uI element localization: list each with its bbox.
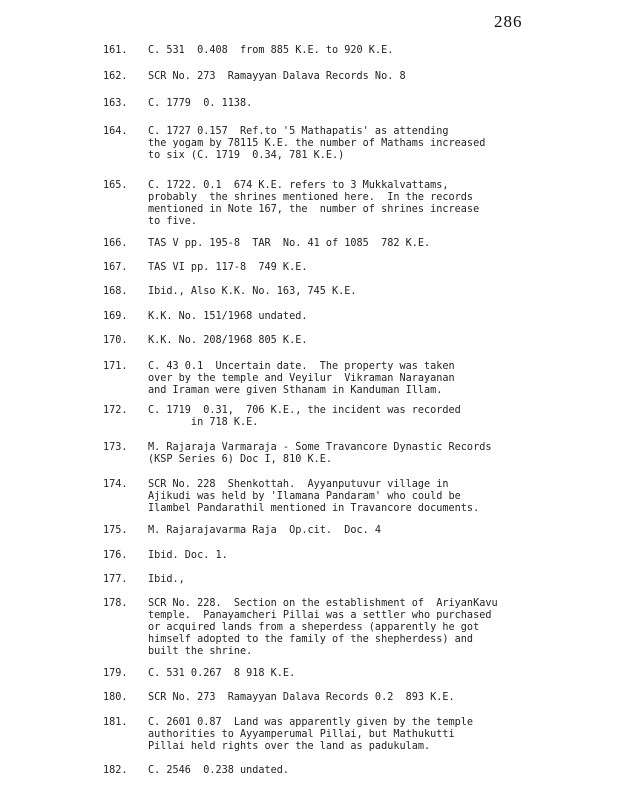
note-number: 175. (103, 525, 128, 536)
page-number: 286 (494, 12, 523, 31)
note-text: temple. Panayamcheri Pillai was a settler who purchased (148, 610, 492, 621)
note-text: K.K. No. 208/1968 805 K.E. (148, 335, 308, 346)
note-text: M. Rajarajavarma Raja Op.cit. Doc. 4 (148, 525, 382, 536)
note-170 (103, 335, 618, 347)
note-text: (KSP Series 6) Doc I, 810 K.E. (148, 454, 333, 465)
note-180 (103, 692, 618, 704)
note-164 (103, 126, 618, 162)
note-text: C. 43 0.1 Uncertain date. The property was taken (148, 361, 455, 372)
note-text: authorities to Ayyamperumal Pillai, but Mathukutti (148, 729, 455, 740)
note-text: in 718 K.E. (148, 417, 259, 428)
note-text: C. 2546 0.238 undated. (148, 765, 290, 776)
note-text: to six (C. 1719 0.34, 781 K.E.) (148, 150, 345, 161)
note-text: C. 1719 0.31, 706 K.E., the incident was recorded (148, 405, 461, 416)
note-161 (103, 45, 618, 57)
note-171 (103, 361, 618, 397)
note-167 (103, 262, 618, 274)
note-169 (103, 311, 618, 323)
note-number: 178. (103, 598, 128, 609)
note-text: M. Rajaraja Varmaraja - Some Travancore Dynastic Records (148, 442, 492, 453)
note-number: 180. (103, 692, 128, 703)
note-number: 177. (103, 574, 128, 585)
note-number: 179. (103, 668, 128, 679)
note-177 (103, 574, 618, 586)
note-text: Ibid., (148, 574, 185, 585)
note-text: K.K. No. 151/1968 undated. (148, 311, 308, 322)
note-number: 174. (103, 479, 128, 490)
note-166 (103, 238, 618, 250)
note-number: 163. (103, 98, 128, 109)
note-text: SCR No. 273 Ramayyan Dalava Records 0.2 893 K.E. (148, 692, 455, 703)
note-168 (103, 286, 618, 298)
note-176 (103, 550, 618, 562)
note-text: SCR No. 228. Section on the establishment of AriyanKavu (148, 598, 498, 609)
note-number: 176. (103, 550, 128, 561)
note-number: 173. (103, 442, 128, 453)
note-172 (103, 405, 618, 429)
note-178 (103, 598, 618, 658)
note-text: SCR No. 228 Shenkottah. Ayyanputuvur village in (148, 479, 449, 490)
note-number: 182. (103, 765, 128, 776)
note-162 (103, 71, 618, 83)
note-text: or acquired lands from a sheperdess (apparently he got (148, 622, 480, 633)
note-text: C. 2601 0.87 Land was apparently given by the temple (148, 717, 474, 728)
note-text: over by the temple and Veyilur Vikraman Narayanan (148, 373, 455, 384)
note-text: mentioned in Note 167, the number of shrines increase (148, 204, 480, 215)
note-text: Ajikudi was held by 'Ilamana Pandaram' who could be (148, 491, 461, 502)
note-number: 169. (103, 311, 128, 322)
note-text: and Iraman were given Sthanam in Kanduman Illam. (148, 385, 443, 396)
note-179 (103, 668, 618, 680)
note-text: the yogam by 78115 K.E. the number of Mathams increased (148, 138, 486, 149)
note-text: C. 1779 0. 1138. (148, 98, 253, 109)
note-text: himself adopted to the family of the shepherdess) and (148, 634, 474, 645)
note-number: 166. (103, 238, 128, 249)
note-text: C. 1722. 0.1 674 K.E. refers to 3 Mukkalvattams, (148, 180, 449, 191)
note-text: Pillai held rights over the land as padukulam. (148, 741, 431, 752)
note-text: probably the shrines mentioned here. In the records (148, 192, 474, 203)
note-175 (103, 525, 618, 537)
note-text: C. 531 0.408 from 885 K.E. to 920 K.E. (148, 45, 394, 56)
note-number: 167. (103, 262, 128, 273)
note-text: C. 531 0.267 8 918 K.E. (148, 668, 296, 679)
note-text: SCR No. 273 Ramayyan Dalava Records No. 8 (148, 71, 406, 82)
note-number: 172. (103, 405, 128, 416)
note-number: 161. (103, 45, 128, 56)
note-182 (103, 765, 618, 777)
note-text: Ibid. Doc. 1. (148, 550, 228, 561)
note-number: 171. (103, 361, 128, 372)
note-174 (103, 479, 618, 515)
note-163 (103, 98, 618, 110)
note-text: Ibid., Also K.K. No. 163, 745 K.E. (148, 286, 357, 297)
note-number: 168. (103, 286, 128, 297)
note-text: TAS VI pp. 117-8 749 K.E. (148, 262, 308, 273)
note-text: built the shrine. (148, 646, 253, 657)
note-165 (103, 180, 618, 228)
note-text: C. 1727 0.157 Ref.to '5 Mathapatis' as attending (148, 126, 449, 137)
note-number: 181. (103, 717, 128, 728)
note-number: 170. (103, 335, 128, 346)
note-number: 165. (103, 180, 128, 191)
note-text: TAS V pp. 195-8 TAR No. 41 of 1085 782 K.E. (148, 238, 431, 249)
note-number: 162. (103, 71, 128, 82)
note-181 (103, 717, 618, 753)
note-text: to five. (148, 216, 198, 227)
note-number: 164. (103, 126, 128, 137)
note-text: Ilambel Pandarathil mentioned in Travancore documents. (148, 503, 480, 514)
note-173 (103, 442, 618, 466)
